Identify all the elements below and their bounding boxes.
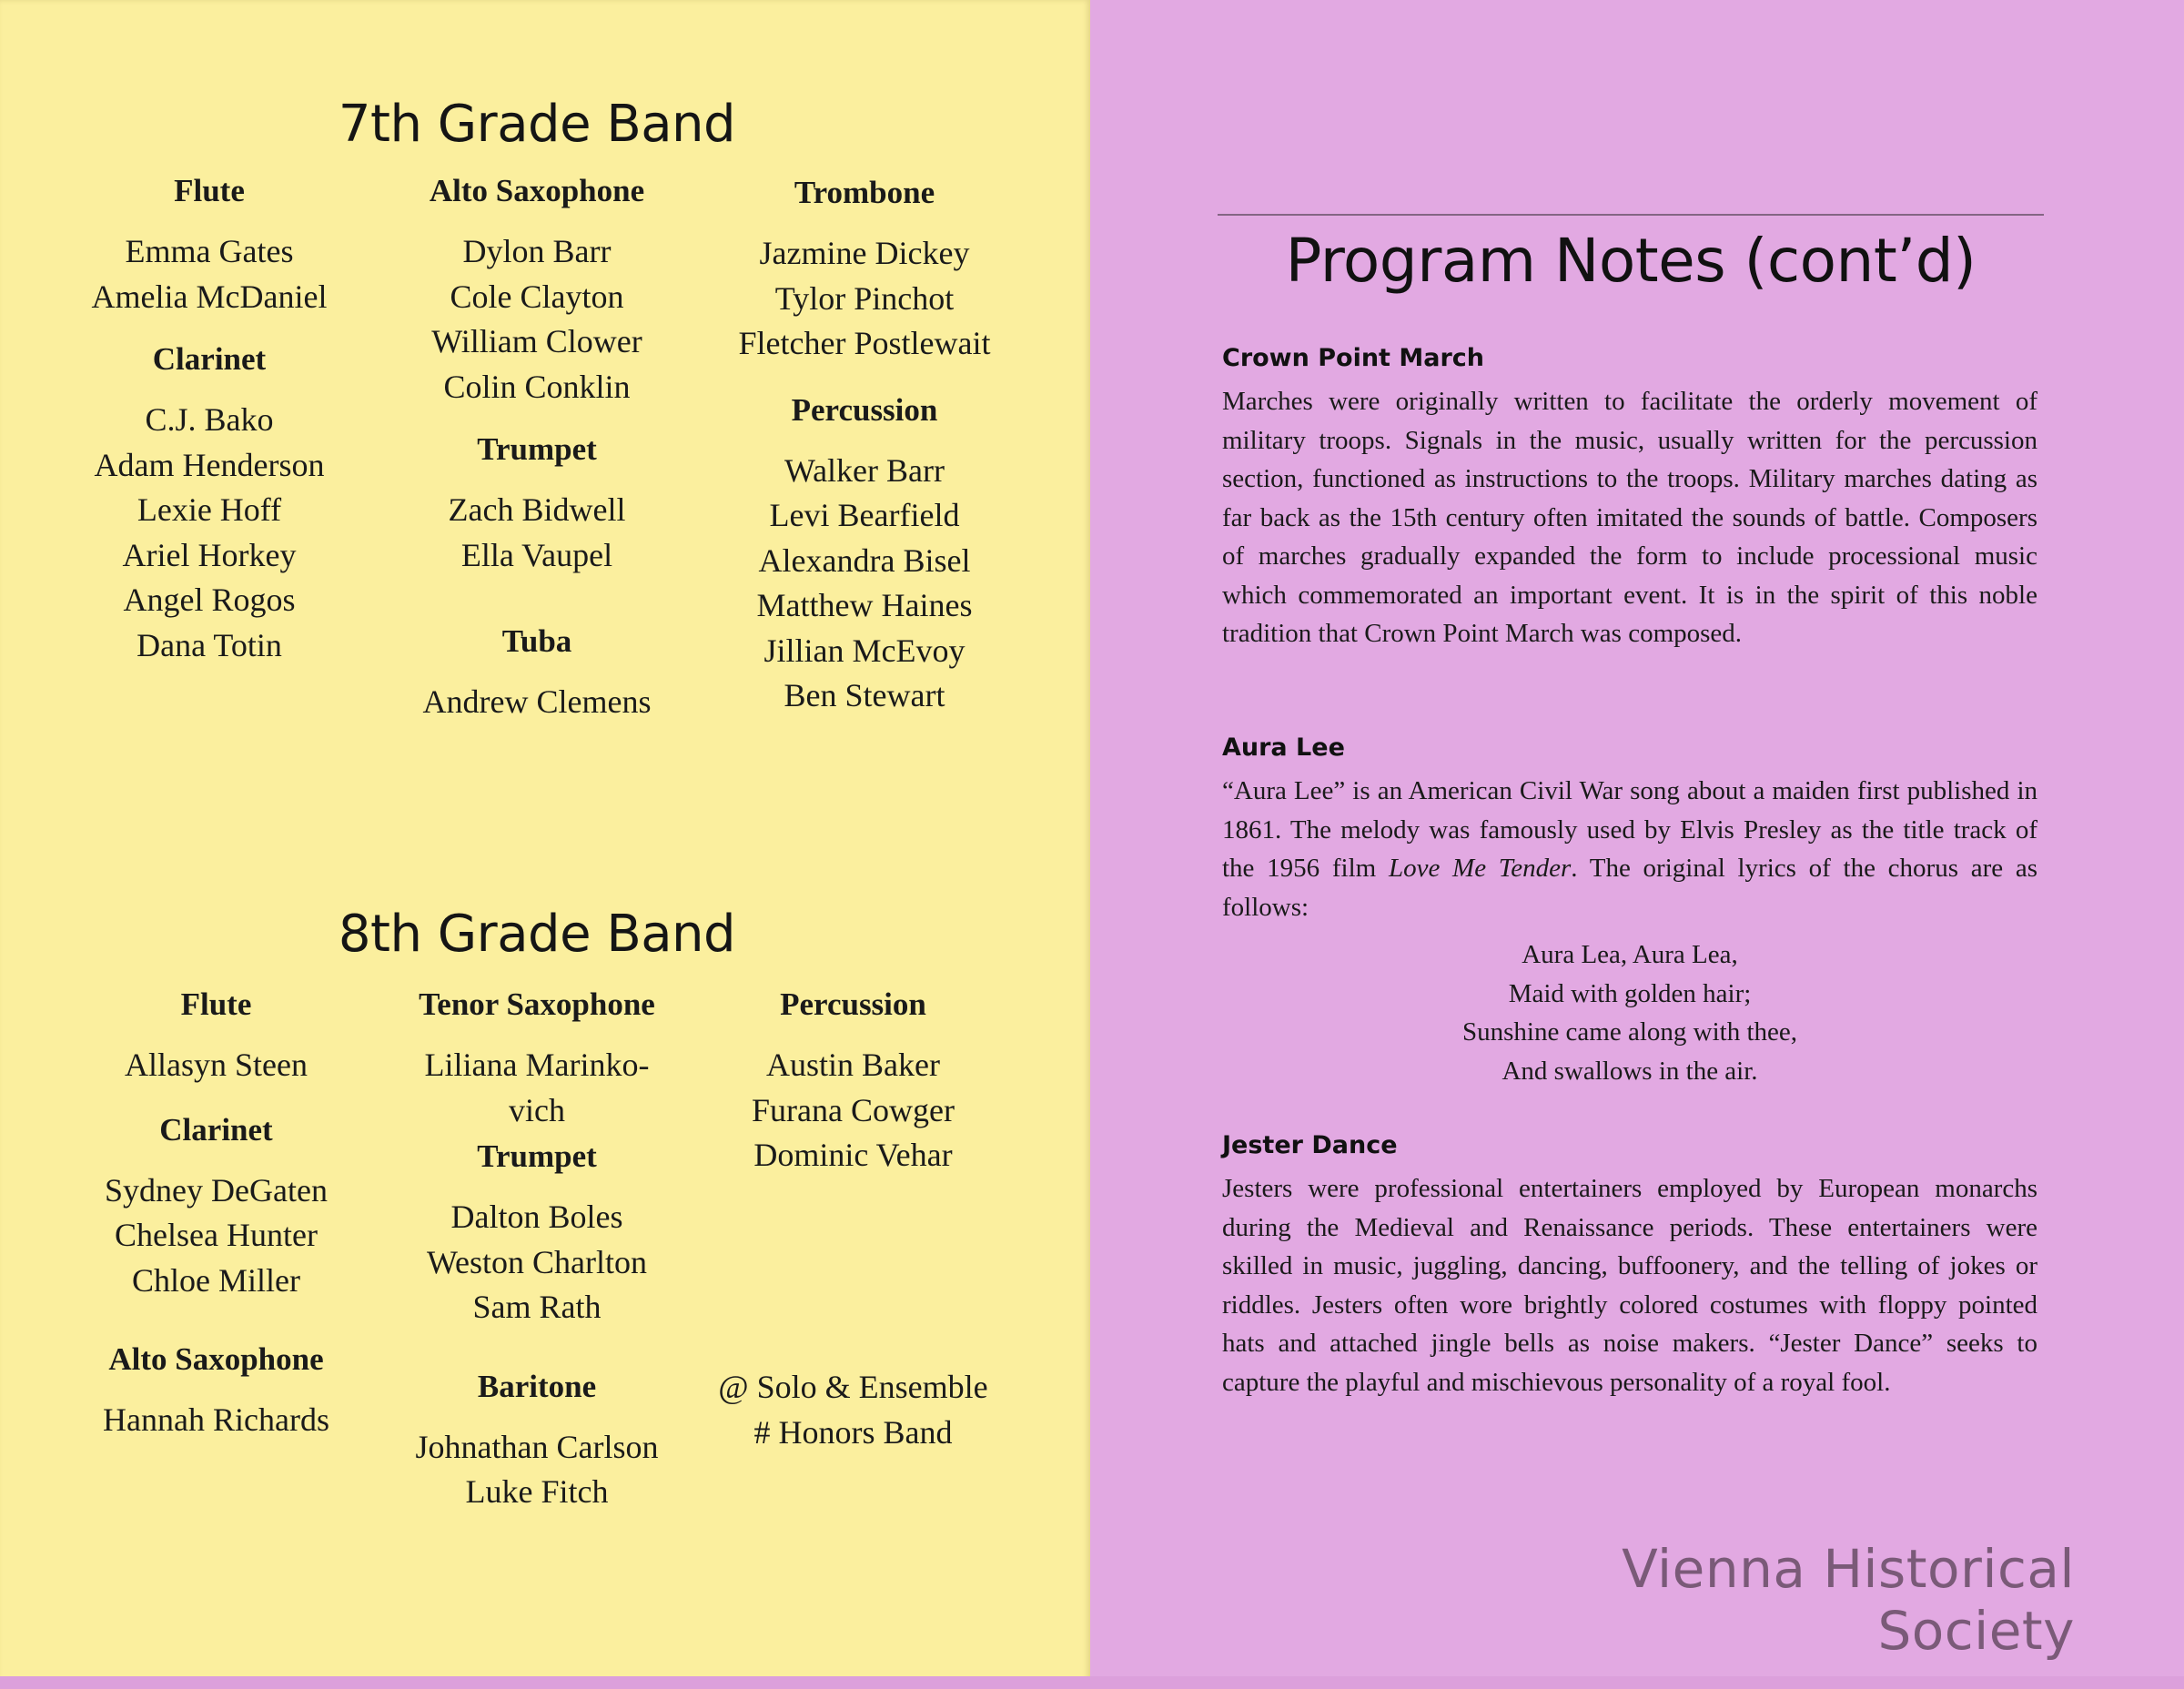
member-name: Colin Conklin: [443, 368, 631, 405]
member-name: Luke Fitch: [465, 1473, 609, 1510]
section-heading: Tuba: [501, 623, 572, 659]
grade7-column-3: [701, 175, 1028, 719]
grade7-column-2: [382, 173, 692, 725]
member-name: Emma Gates: [125, 233, 294, 269]
member-name: Weston Charlton: [426, 1243, 648, 1280]
member-name: Ariel Horkey: [122, 536, 297, 573]
member-name: Liliana Marinko-: [424, 1047, 650, 1083]
member-name: Levi Bearfield: [769, 497, 960, 533]
member-name: Chloe Miller: [132, 1261, 300, 1299]
grade8-column-2: [382, 986, 692, 1515]
section-heading: Flute: [174, 173, 245, 208]
member-name: Austin Baker: [766, 1047, 940, 1083]
member-name: Angel Rogos: [123, 582, 296, 618]
member-name: Johnathan Carlson: [415, 1428, 659, 1465]
member-name: Dominic Vehar: [753, 1137, 953, 1173]
note-heading-crown-point-march: Crown Point March: [1222, 344, 1484, 372]
section-heading: Percussion: [791, 391, 938, 428]
section-heading: Baritone: [477, 1368, 597, 1404]
member-name: Allasyn Steen: [125, 1047, 308, 1083]
section-heading: Tenor Saxophone: [419, 986, 655, 1022]
member-name: Alexandra Bisel: [758, 541, 971, 579]
member-name: Lexie Hoff: [136, 491, 282, 528]
member-name: Jillian McEvoy: [763, 632, 966, 669]
section-heading: Percussion: [780, 986, 926, 1022]
aura-lee-text: “Aura Lee” is an American Civil War song about a maiden first published in 1861. The melody was famously used by Elvis Presley as the title track of the 1956 film: [1222, 776, 2037, 883]
member-name: Adam Henderson: [94, 446, 325, 483]
member-name: Dylon Barr: [462, 233, 612, 269]
watermark: Vienna Historical Society: [1622, 1538, 2075, 1662]
legend-honors-band: # Honors Band: [753, 1413, 953, 1451]
member-name: Tylor Pinchot: [774, 279, 955, 317]
member-name: Walker Barr: [784, 451, 945, 489]
lyric-line: And swallows in the air.: [1502, 1056, 1758, 1086]
left-page: [0, 0, 1090, 1689]
member-name: Chelsea Hunter: [115, 1217, 318, 1253]
note-heading-jester-dance: Jester Dance: [1222, 1131, 1398, 1159]
member-name: Zach Bidwell: [448, 491, 626, 528]
grade8-column-3: [692, 986, 1015, 1178]
member-name: Sam Rath: [472, 1289, 602, 1325]
member-name: vich: [509, 1091, 565, 1128]
lyric-line: Sunshine came along with thee,: [1461, 1017, 1798, 1047]
section-heading: Clarinet: [159, 1111, 273, 1148]
note-heading-aura-lee: Aura Lee: [1222, 733, 1345, 762]
member-name: Amelia McDaniel: [91, 278, 328, 315]
lyric-line: Aura Lea, Aura Lea,: [1522, 940, 1738, 969]
section-heading: Trombone: [794, 175, 935, 210]
section-heading: Flute: [180, 986, 252, 1022]
page-edge: [0, 1676, 2184, 1689]
grade7-column-1: [55, 173, 364, 668]
member-name: Fletcher Postlewait: [738, 325, 991, 361]
lyric-line: Maid with golden hair;: [1508, 978, 1752, 1008]
note-body-aura-lee: [1222, 772, 2037, 926]
section-heading: Trumpet: [477, 1138, 597, 1174]
grade8-title: 8th Grade Band: [338, 905, 736, 964]
member-name: Matthew Haines: [756, 587, 973, 623]
member-name: Furana Cowger: [752, 1091, 955, 1128]
member-name: Hannah Richards: [103, 1401, 329, 1438]
section-heading: Trumpet: [477, 431, 597, 467]
member-name: Andrew Clemens: [422, 683, 652, 720]
member-name: Dalton Boles: [450, 1198, 623, 1235]
member-name: William Clower: [431, 323, 642, 359]
member-name: Cole Clayton: [450, 278, 624, 315]
section-heading: Clarinet: [152, 341, 267, 377]
program-notes-title: Program Notes (cont’d): [1285, 226, 1977, 296]
member-name: Ella Vaupel: [460, 536, 613, 573]
member-name: Sydney DeGaten: [105, 1171, 328, 1209]
member-name: Ben Stewart: [784, 677, 945, 713]
grade7-title: 7th Grade Band: [338, 95, 736, 154]
section-heading: Alto Saxophone: [429, 173, 645, 208]
legend: [692, 1365, 1015, 1455]
note-body-crown-point-march: Marches were originally written to facilitate the orderly movement of military troops. Signals in the music, usually written for the percussion section, functioned as instructions to the troops. Military marches dating as far back as the 15th century often imitated the sounds of battle. Composers of marches gradually expanded the form to include processional music which commemorated an important event. It is in the spirit of this noble tradition that Crown Point March was composed.: [1222, 387, 2037, 648]
title-rule: [1218, 214, 2044, 216]
section-heading: Alto Saxophone: [108, 1341, 324, 1377]
note-body-jester-dance: Jesters were professional entertainers employed by European monarchs during the Medieval and Renaissance periods. These entertainers were skilled in music, juggling, dancing, buffoonery, and the telling of jokes or riddles. Jesters often wore brightly colored costumes with floppy pointed hats and attached jingle bells as noise makers. “Jester Dance” seeks to capture the playful and mischievous personality of a royal fool.: [1222, 1174, 2037, 1397]
member-name: C.J. Bako: [145, 401, 274, 438]
aura-lee-text-end: . The original lyrics of the chorus are as follows:: [1222, 854, 2037, 922]
aura-lee-lyrics: [1222, 936, 2037, 1090]
film-title: Love Me Tender: [1388, 854, 1572, 883]
legend-solo-ensemble: @ Solo & Ensemble: [718, 1369, 988, 1405]
grade8-column-1: [55, 986, 378, 1443]
member-name: Jazmine Dickey: [759, 235, 970, 271]
member-name: Dana Totin: [136, 626, 282, 663]
